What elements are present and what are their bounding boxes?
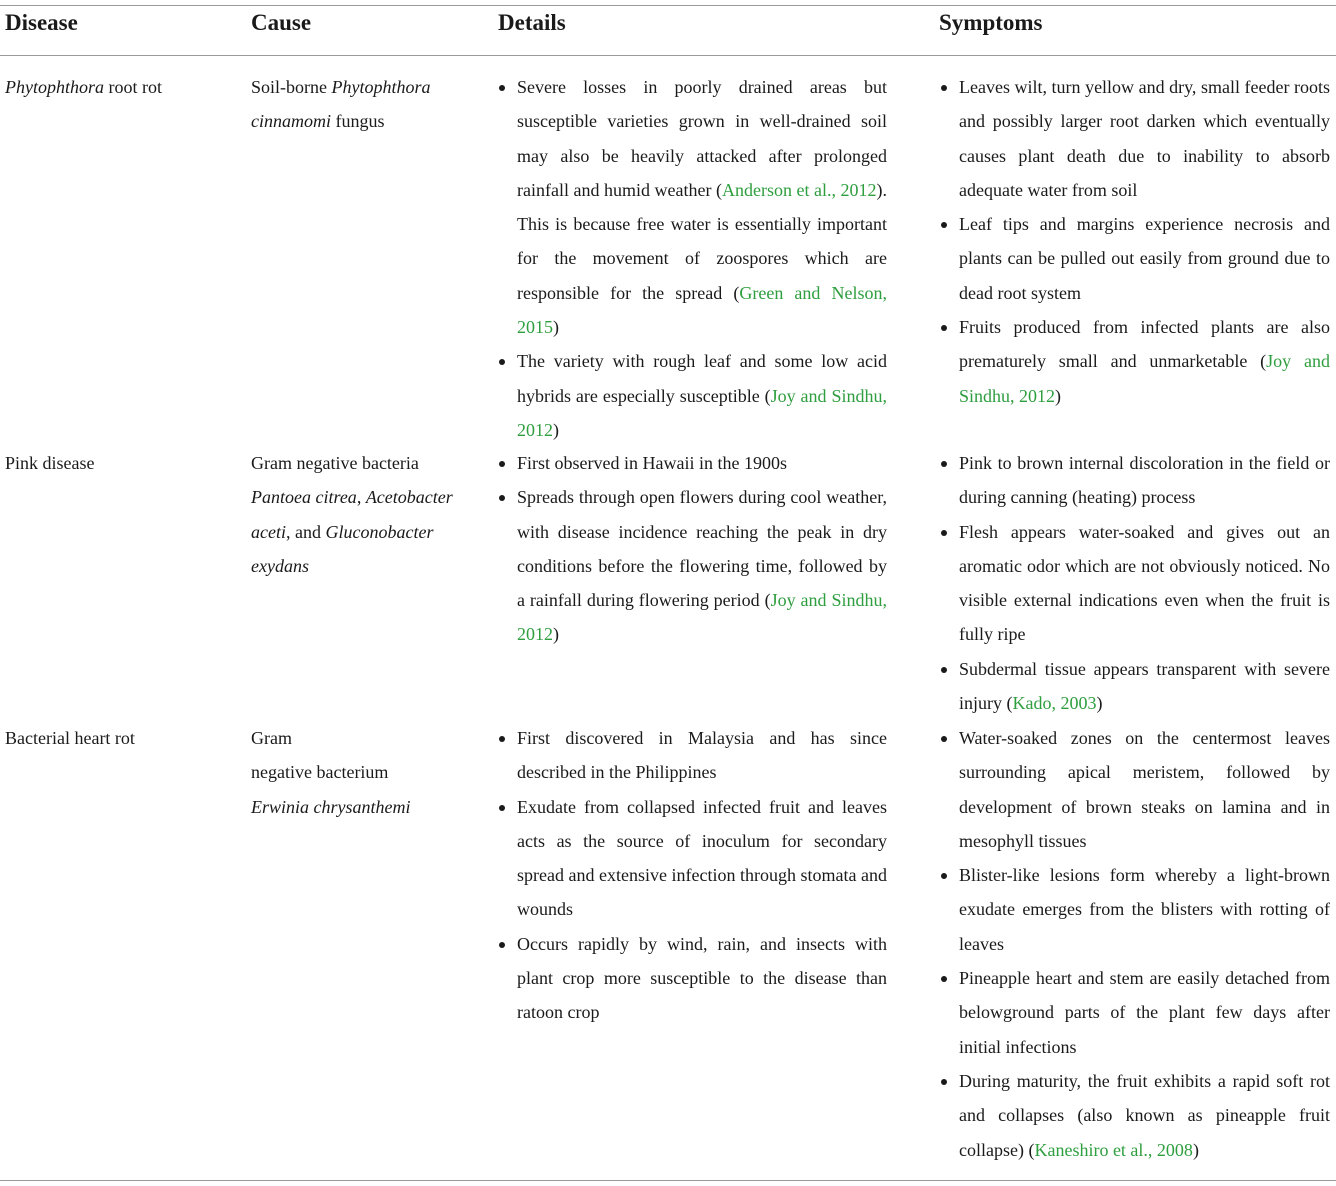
bullet-item — [941, 310, 1330, 413]
citation-link[interactable]: Kado, 2003 — [1012, 693, 1097, 714]
text-run: First observed in Hawaii in the 1900s — [517, 453, 787, 473]
row-1-disease — [5, 70, 235, 104]
text-run: Soil-borne — [251, 77, 332, 97]
bullet-item — [941, 1064, 1330, 1167]
bullet-item — [499, 446, 887, 480]
text-run: Severe losses in poorly drained areas but susceptible varieties grown in well-drained soil may also be heavily attacked after prolonged rainfall and humid weather ( — [517, 77, 887, 200]
disease-genus: Phytophthora — [5, 77, 104, 97]
text-run: , and — [285, 521, 326, 542]
row-3-disease: Bacterial heart rot — [5, 728, 135, 748]
text-run: Gram — [251, 728, 292, 748]
row-3-details — [499, 721, 887, 1030]
text-run: negative bacterium — [251, 762, 389, 783]
text-run: ) — [1096, 693, 1103, 714]
bullet-item — [941, 858, 1330, 961]
row-1-cause — [251, 70, 471, 139]
italic-text: Pantoea citrea — [251, 487, 357, 508]
citation-link[interactable]: Green and Nelson, 2015 — [517, 282, 887, 338]
bullet-item — [941, 652, 1330, 721]
citation-link[interactable]: Joy and Sindhu, 2012 — [517, 385, 887, 440]
italic-text: Phytophthora — [331, 77, 431, 97]
citation-link[interactable]: Kaneshiro et al., 2008 — [1034, 1139, 1193, 1160]
text-run: ) — [553, 419, 559, 440]
header-rule — [0, 55, 1336, 56]
text-run: ) — [553, 624, 559, 645]
header-details: Details — [498, 10, 566, 35]
bullet-item — [499, 480, 887, 651]
bullet-item — [941, 515, 1330, 652]
text-run: ). This is because free water is essentially important for the movement of zoospores which are responsible for the spread ( — [517, 179, 887, 303]
bullet-item — [941, 446, 1330, 515]
text-run: Spreads through open flowers during cool weather, with disease incidence reaching the peak in dry conditions before the flowering time, followed by a rainfall during flowering period ( — [517, 487, 887, 611]
bullet-item — [941, 721, 1330, 858]
italic-text: cinnamomi — [251, 111, 331, 132]
row-2-disease: Pink disease — [5, 453, 95, 473]
header-symptoms: Symptoms — [939, 10, 1043, 35]
italic-text: Acetobacter aceti — [251, 487, 453, 542]
citation-link[interactable]: Joy and Sindhu, 2012 — [517, 590, 887, 645]
bullet-item — [941, 961, 1330, 1064]
text-run: Occurs rapidly by wind, rain, and insects with plant crop more susceptible to the disease than ratoon crop — [517, 933, 887, 1023]
row-2-details — [499, 446, 887, 652]
bullet-item — [499, 344, 887, 447]
row-3-cause — [251, 721, 476, 824]
text-run: Water-soaked zones on the centermost leaves surrounding apical meristem, followed by development of brown steaks on lamina and in mesophyll tissues — [959, 728, 1330, 851]
citation-link[interactable]: Anderson et al., 2012 — [721, 179, 877, 200]
text-run: fungus — [331, 111, 385, 132]
bullet-item — [499, 927, 887, 1030]
italic-text: Gluconobacter exydans — [251, 521, 434, 576]
text-run: ) — [1192, 1139, 1199, 1160]
header-cause: Cause — [251, 10, 312, 35]
row-1-symptoms — [941, 70, 1330, 413]
disease-suffix: root rot — [104, 77, 162, 97]
row-2-cause — [251, 446, 476, 583]
text-run: Exudate from collapsed infected fruit and leaves acts as the source of inoculum for secondary spread and extensive infection through stomata and wounds — [517, 796, 887, 920]
text-run: Pineapple heart and stem are easily detached from belowground parts of the plant few days after initial infections — [959, 968, 1330, 1057]
row-2-symptoms — [941, 446, 1330, 720]
bullet-item — [941, 70, 1330, 207]
text-run: ) — [1055, 385, 1062, 406]
bullet-item — [499, 721, 887, 790]
italic-text: Erwinia chrysanthemi — [251, 796, 411, 817]
text-run: Flesh appears water-soaked and gives out an aromatic odor which are not obviously noticed. No visible external indications even when the fruit is fully ripe — [959, 521, 1330, 645]
table-bottom-rule — [0, 1180, 1336, 1181]
text-run: Pink to brown internal discoloration in the field or during canning (heating) process — [959, 453, 1330, 508]
bullet-item — [941, 207, 1330, 310]
text-run: ) — [553, 317, 559, 338]
row-3-symptoms — [941, 721, 1330, 1167]
text-run: Blister-like lesions form whereby a light-brown exudate emerges from the blisters with rotting of leaves — [959, 865, 1330, 954]
text-run: Leaves wilt, turn yellow and dry, small feeder roots and possibly larger root darken which eventually causes plant death due to inability to absorb adequate water from soil — [959, 77, 1330, 200]
text-run: The variety with rough leaf and some low acid hybrids are especially susceptible ( — [517, 351, 887, 406]
text-run: Leaf tips and margins experience necrosis and plants can be pulled out easily from ground due to dead root system — [959, 214, 1330, 303]
bullet-item — [499, 70, 887, 344]
row-1-details — [499, 70, 887, 447]
text-run: , — [356, 487, 366, 508]
header-disease: Disease — [5, 10, 78, 35]
text-run: During maturity, the fruit exhibits a rapid soft rot and collapses (also known as pineapple fruit collapse) ( — [959, 1070, 1330, 1160]
text-run: Fruits produced from infected plants are also prematurely small and unmarketable ( — [959, 317, 1330, 372]
table-top-rule — [0, 5, 1336, 6]
citation-link[interactable]: Joy and Sindhu, 2012 — [959, 351, 1330, 406]
bullet-item — [499, 790, 887, 927]
text-run: Subdermal tissue appears transparent with severe injury ( — [959, 658, 1330, 714]
text-run: Gram negative bacteria — [251, 453, 419, 473]
text-run: First discovered in Malaysia and has since described in the Philippines — [517, 728, 887, 783]
